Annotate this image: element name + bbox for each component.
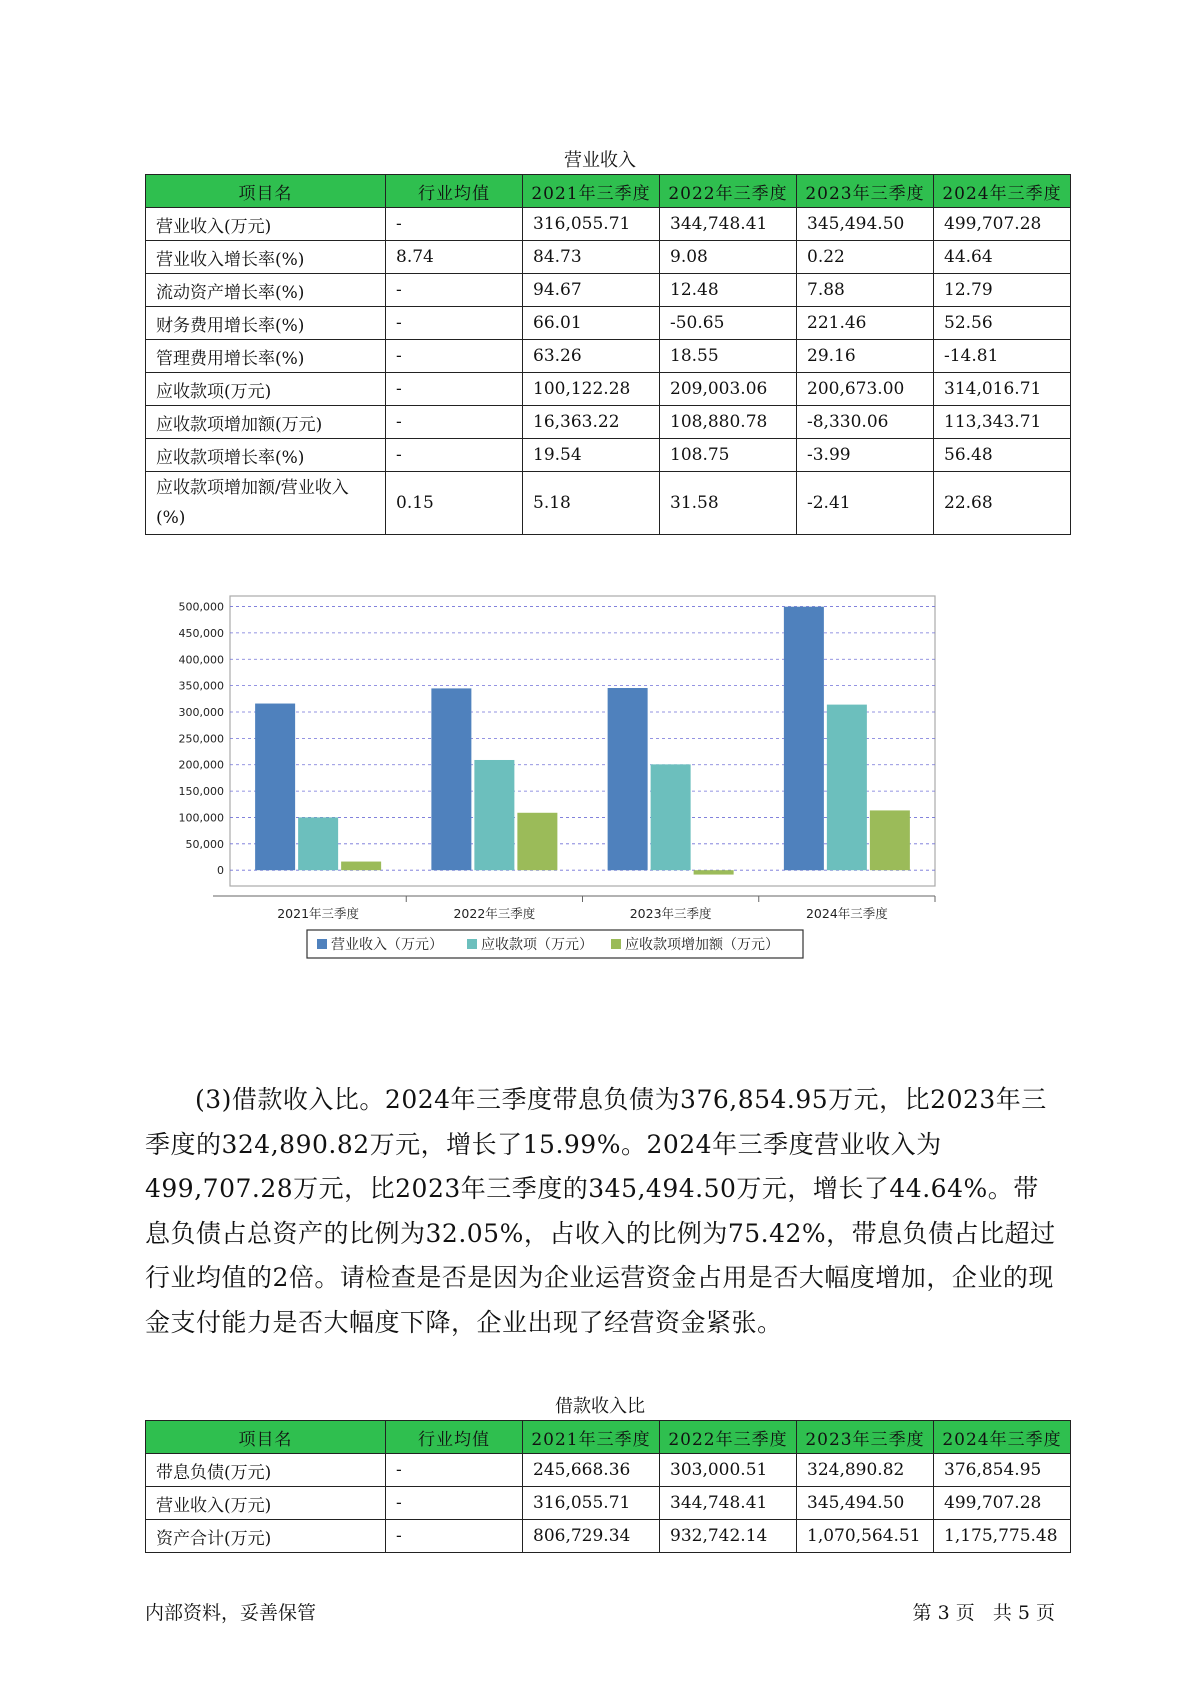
table-cell: - [386,373,523,406]
table-cell: 22.68 [934,472,1071,535]
legend-swatch [611,939,621,949]
table-cell: 314,016.71 [934,373,1071,406]
table-cell: -3.99 [797,439,934,472]
table-cell: 应收款项(万元) [146,373,386,406]
table-cell: 209,003.06 [660,373,797,406]
table-cell: - [386,340,523,373]
y-tick-label: 50,000 [185,837,224,851]
table-cell: -2.41 [797,472,934,535]
column-header: 行业均值 [386,1421,523,1454]
table-cell: -14.81 [934,340,1071,373]
table-cell: 94.67 [523,274,660,307]
table-row [146,373,1071,406]
table-cell: 345,494.50 [797,208,934,241]
y-tick-label: 250,000 [178,732,224,746]
bar [827,705,867,871]
column-header: 行业均值 [386,175,523,208]
bar [517,813,557,870]
table-row [146,406,1071,439]
table-cell: 245,668.36 [523,1454,660,1487]
table-cell: - [386,208,523,241]
column-header: 2023年三季度 [797,175,934,208]
bar [870,810,910,870]
y-tick-label: 300,000 [178,706,224,719]
revenue-chart [145,590,1055,1040]
table-cell: 66.01 [523,307,660,340]
table-cell: 7.88 [797,274,934,307]
table-header-row [146,175,1071,208]
table-cell: 营业收入(万元) [146,1487,386,1520]
table-cell: 0.15 [386,472,523,535]
bar [694,870,734,874]
column-header: 2022年三季度 [660,1421,797,1454]
table-cell: 营业收入(万元) [146,208,386,241]
bar [651,764,691,870]
table-cell: 应收款项增长率(%) [146,439,386,472]
table-cell: 932,742.14 [660,1520,797,1553]
legend-label: 应收款项（万元） [481,937,593,953]
table-cell: 63.26 [523,340,660,373]
table-cell: - [386,1454,523,1487]
x-tick-label: 2022年三季度 [453,906,536,921]
table-cell: 100,122.28 [523,373,660,406]
table-cell: 316,055.71 [523,1487,660,1520]
y-tick-label: 400,000 [178,653,224,667]
table-cell: 200,673.00 [797,373,934,406]
table-cell: 12.48 [660,274,797,307]
table-cell: 303,000.51 [660,1454,797,1487]
table-cell: 5.18 [523,472,660,535]
table-row [146,1520,1071,1553]
column-header: 2024年三季度 [934,175,1071,208]
table-row [146,340,1071,373]
revenue-table [145,174,1071,535]
y-tick-label: 0 [217,864,224,878]
table-cell: 9.08 [660,241,797,274]
bar [255,704,295,871]
y-tick-label: 500,000 [178,600,224,614]
table-cell: - [386,439,523,472]
bar [431,688,471,870]
table-cell: 12.79 [934,274,1071,307]
table-cell: 44.64 [934,241,1071,274]
table1-caption: 营业收入 [564,150,636,171]
column-header: 2022年三季度 [660,175,797,208]
column-header: 2021年三季度 [523,175,660,208]
y-tick-label: 350,000 [178,679,224,693]
table-cell: 376,854.95 [934,1454,1071,1487]
table-cell: 108,880.78 [660,406,797,439]
table-cell: 29.16 [797,340,934,373]
legend-label: 营业收入（万元） [331,937,443,953]
x-tick-label: 2021年三季度 [277,906,360,921]
table-cell: 8.74 [386,241,523,274]
table-cell: 带息负债(万元) [146,1454,386,1487]
table-cell: 流动资产增长率(%) [146,274,386,307]
legend-label: 应收款项增加额（万元） [625,937,779,953]
table-cell: 84.73 [523,241,660,274]
body-paragraph: (3)借款收入比。2024年三季度带息负债为376,854.95万元，比2023年三季度的324,890.82万元，增长了15.99%。2024年三季度营业收入为499,707.28万元，比2023年三季度的345,494.50万元，增长了44.64%。带息负债占总资产的比例为32.05%，占收入的比例为75.42%，带息负债占比超过行业均值的2倍。请检查是否是因为企业运营资金占用是否大幅度增加，企业的现金支付能力是否大幅度下降，企业出现了经营资金紧张。 [145,1085,1056,1337]
table-cell: 1,070,564.51 [797,1520,934,1553]
table-cell: 1,175,775.48 [934,1520,1071,1553]
table-row [146,208,1071,241]
table-cell: 499,707.28 [934,1487,1071,1520]
table-cell: 316,055.71 [523,208,660,241]
bar [341,862,381,871]
table-cell: 344,748.41 [660,208,797,241]
table-cell: 18.55 [660,340,797,373]
y-tick-label: 200,000 [178,758,224,772]
x-tick-label: 2023年三季度 [629,906,712,921]
bar [298,817,338,870]
column-header: 项目名 [146,175,386,208]
table-cell: 31.58 [660,472,797,535]
table-cell: 345,494.50 [797,1487,934,1520]
table-cell: 资产合计(万元) [146,1520,386,1553]
table-cell: 0.22 [797,241,934,274]
table-cell: - [386,1487,523,1520]
table-header-row [146,1421,1071,1454]
table-cell: - [386,406,523,439]
table-cell: 16,363.22 [523,406,660,439]
x-tick-label: 2024年三季度 [805,906,888,921]
footer-page-number: 第 3 页 共 5 页 [912,1602,1055,1624]
table-cell: 806,729.34 [523,1520,660,1553]
table-cell: 应收款项增加额/营业收入(%) [146,472,386,535]
table-cell: 财务费用增长率(%) [146,307,386,340]
bar [784,607,824,870]
table-row [146,1487,1071,1520]
table-row [146,439,1071,472]
table-cell: 56.48 [934,439,1071,472]
y-tick-label: 100,000 [178,811,224,825]
y-tick-label: 450,000 [178,626,224,640]
table-cell: 管理费用增长率(%) [146,340,386,373]
table-cell: -8,330.06 [797,406,934,439]
column-header: 2023年三季度 [797,1421,934,1454]
table-cell: - [386,1520,523,1553]
table-cell: 113,343.71 [934,406,1071,439]
footer-left: 内部资料，妥善保管 [145,1602,317,1624]
table-cell: 营业收入增长率(%) [146,241,386,274]
table-cell: 499,707.28 [934,208,1071,241]
table-cell: 52.56 [934,307,1071,340]
table2-caption: 借款收入比 [555,1396,645,1417]
column-header: 2024年三季度 [934,1421,1071,1454]
chart-svg [145,590,1055,1040]
table-row [146,241,1071,274]
legend-swatch [317,939,327,949]
table-cell: - [386,307,523,340]
table-cell: 324,890.82 [797,1454,934,1487]
y-tick-label: 150,000 [178,785,224,799]
table-cell: 19.54 [523,439,660,472]
bar [474,760,514,870]
table-cell: 108.75 [660,439,797,472]
column-header: 项目名 [146,1421,386,1454]
table-cell: 344,748.41 [660,1487,797,1520]
table-cell: 221.46 [797,307,934,340]
loan-income-table [145,1420,1071,1553]
table-row [146,274,1071,307]
table-row [146,472,1071,535]
table-cell: -50.65 [660,307,797,340]
table-cell: 应收款项增加额(万元) [146,406,386,439]
table-row [146,307,1071,340]
bar [608,688,648,870]
column-header: 2021年三季度 [523,1421,660,1454]
table-row [146,1454,1071,1487]
legend-swatch [467,939,477,949]
table-cell: - [386,274,523,307]
